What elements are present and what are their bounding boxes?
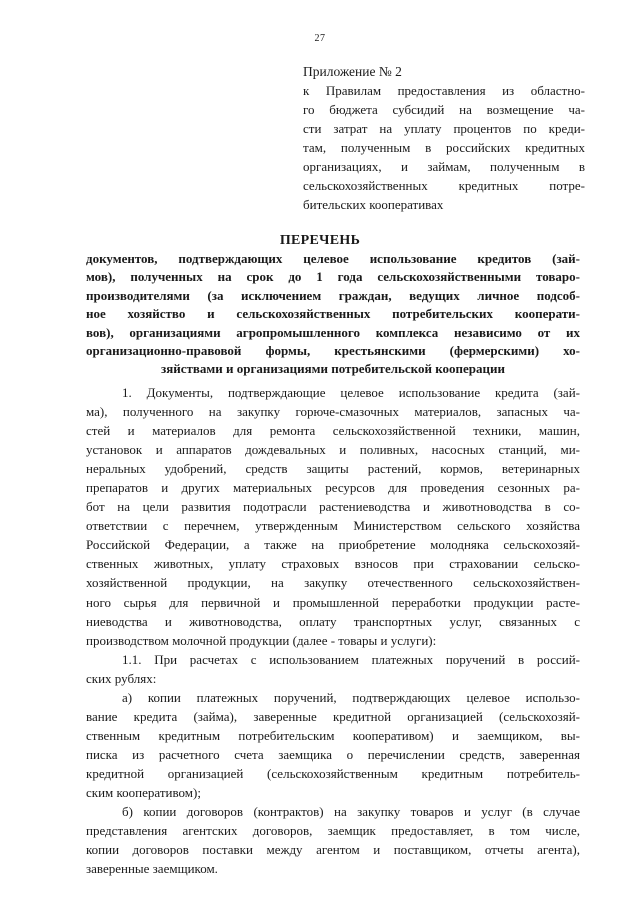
- appendix-line: сти затрат на уплату процентов по креди-: [303, 121, 585, 136]
- paragraph-line: препаратов и других материальных ресурсов для проведения сезонных ра-: [86, 480, 580, 496]
- document-heading: ПЕРЕЧЕНЬ: [279, 233, 361, 248]
- subtitle-line: вов), организациями агропромышленного комплекса независимо от их: [86, 324, 580, 340]
- appendix-line: там, полученным в российских кредитных: [303, 140, 585, 155]
- document-subtitle: [86, 250, 580, 379]
- appendix-line: бительских кооперативах: [303, 197, 444, 212]
- paragraph-line: вание кредита (займа), заверенные кредитной организацией (сельскохозяй-: [86, 708, 580, 724]
- paragraph-line: ма), полученного на закупку горюче-смазочных материалов, запасных ча-: [86, 404, 580, 420]
- paragraph-line: ских рублях:: [86, 670, 157, 686]
- paragraph-line: бот на цели развития подотрасли растениеводства и животноводства в со-: [86, 499, 580, 515]
- appendix-line: организациях, и займам, полученным в: [303, 159, 585, 174]
- appendix-title: Приложение № 2: [303, 64, 402, 79]
- paragraph-line: а) копии платежных поручений, подтверждающих целевое использо-: [122, 689, 580, 705]
- paragraph-line: кредитной организацией (сельскохозяйственным кредитным потребитель-: [86, 765, 580, 781]
- subtitle-line: зяйствами и организациями потребительской кооперации: [161, 361, 505, 377]
- appendix-line: сельскохозяйственных кредитных потре-: [303, 178, 585, 193]
- subtitle-line: ное хозяйство и сельскохозяйственных потребительских кооперати-: [86, 306, 580, 322]
- paragraph-line: копии договоров поставки между агентом и поставщиком, отчеты агента),: [86, 842, 580, 858]
- paragraph-line: писка из расчетного счета заемщика о перечислении средств, заверенная: [86, 746, 580, 762]
- paragraph-line: ственных животных, уплату страховых взносов при страховании сельско-: [86, 556, 580, 572]
- paragraph-line: б) копии договоров (контрактов) на закупку товаров и услуг (в случае: [122, 804, 580, 820]
- subtitle-line: организационно-правовой формы, крестьянскими (фермерскими) хо-: [86, 343, 580, 359]
- paragraph-line: ственным кредитным потребительским кооперативом) и заемщиком, вы-: [86, 727, 580, 743]
- paragraph-line: неральных удобрений, средств защиты растений, кормов, ветеринарных: [86, 461, 580, 477]
- paragraph-line: заверенные заемщиком.: [86, 861, 218, 877]
- appendix-header: [303, 62, 585, 214]
- paragraph-line: хозяйственной продукции, на закупку отечественного сельскохозяйствен-: [86, 575, 580, 591]
- paragraph-line: ниеводства и животноводства, оплату транспортных услуг, связанных с: [86, 613, 580, 629]
- subtitle-line: производителями (за исключением граждан, ведущих личное подсоб-: [86, 287, 580, 303]
- paragraph-line: стей и материалов для ремонта сельскохозяйственной техники, машин,: [86, 423, 580, 439]
- paragraph-line: ответствии с перечнем, утвержденным Министерством сельского хозяйства: [86, 518, 580, 534]
- paragraph-line: Российской Федерации, а также на приобретение молодняка сельскохозяй-: [86, 537, 580, 553]
- paragraph-line: 1.1. При расчетах с использованием платежных поручений в россий-: [122, 651, 580, 667]
- appendix-line: к Правилам предоставления из областно-: [303, 83, 585, 98]
- paragraph-line: ного сырья для первичной и промышленной переработки продукции расте-: [86, 594, 580, 610]
- paragraph-line: установок и аппаратов дождевальных и поливных, насосных станций, ми-: [86, 442, 580, 458]
- page-number: 27: [314, 33, 326, 44]
- paragraph-line: представления агентских договоров, заемщик предоставляет, в том числе,: [86, 823, 580, 839]
- paragraph-line: ским кооперативом);: [86, 784, 201, 800]
- paragraph-line: 1. Документы, подтверждающие целевое использование кредита (зай-: [122, 385, 580, 400]
- appendix-line: го бюджета субсидий на возмещение ча-: [303, 102, 585, 117]
- paragraph-line: производством молочной продукции (далее - товары и услуги):: [86, 632, 437, 648]
- subtitle-line: мов), полученных на срок до 1 года сельскохозяйственными товаро-: [86, 269, 580, 285]
- document-body: [86, 383, 580, 878]
- subtitle-line: документов, подтверждающих целевое использование кредитов (зай-: [86, 251, 580, 266]
